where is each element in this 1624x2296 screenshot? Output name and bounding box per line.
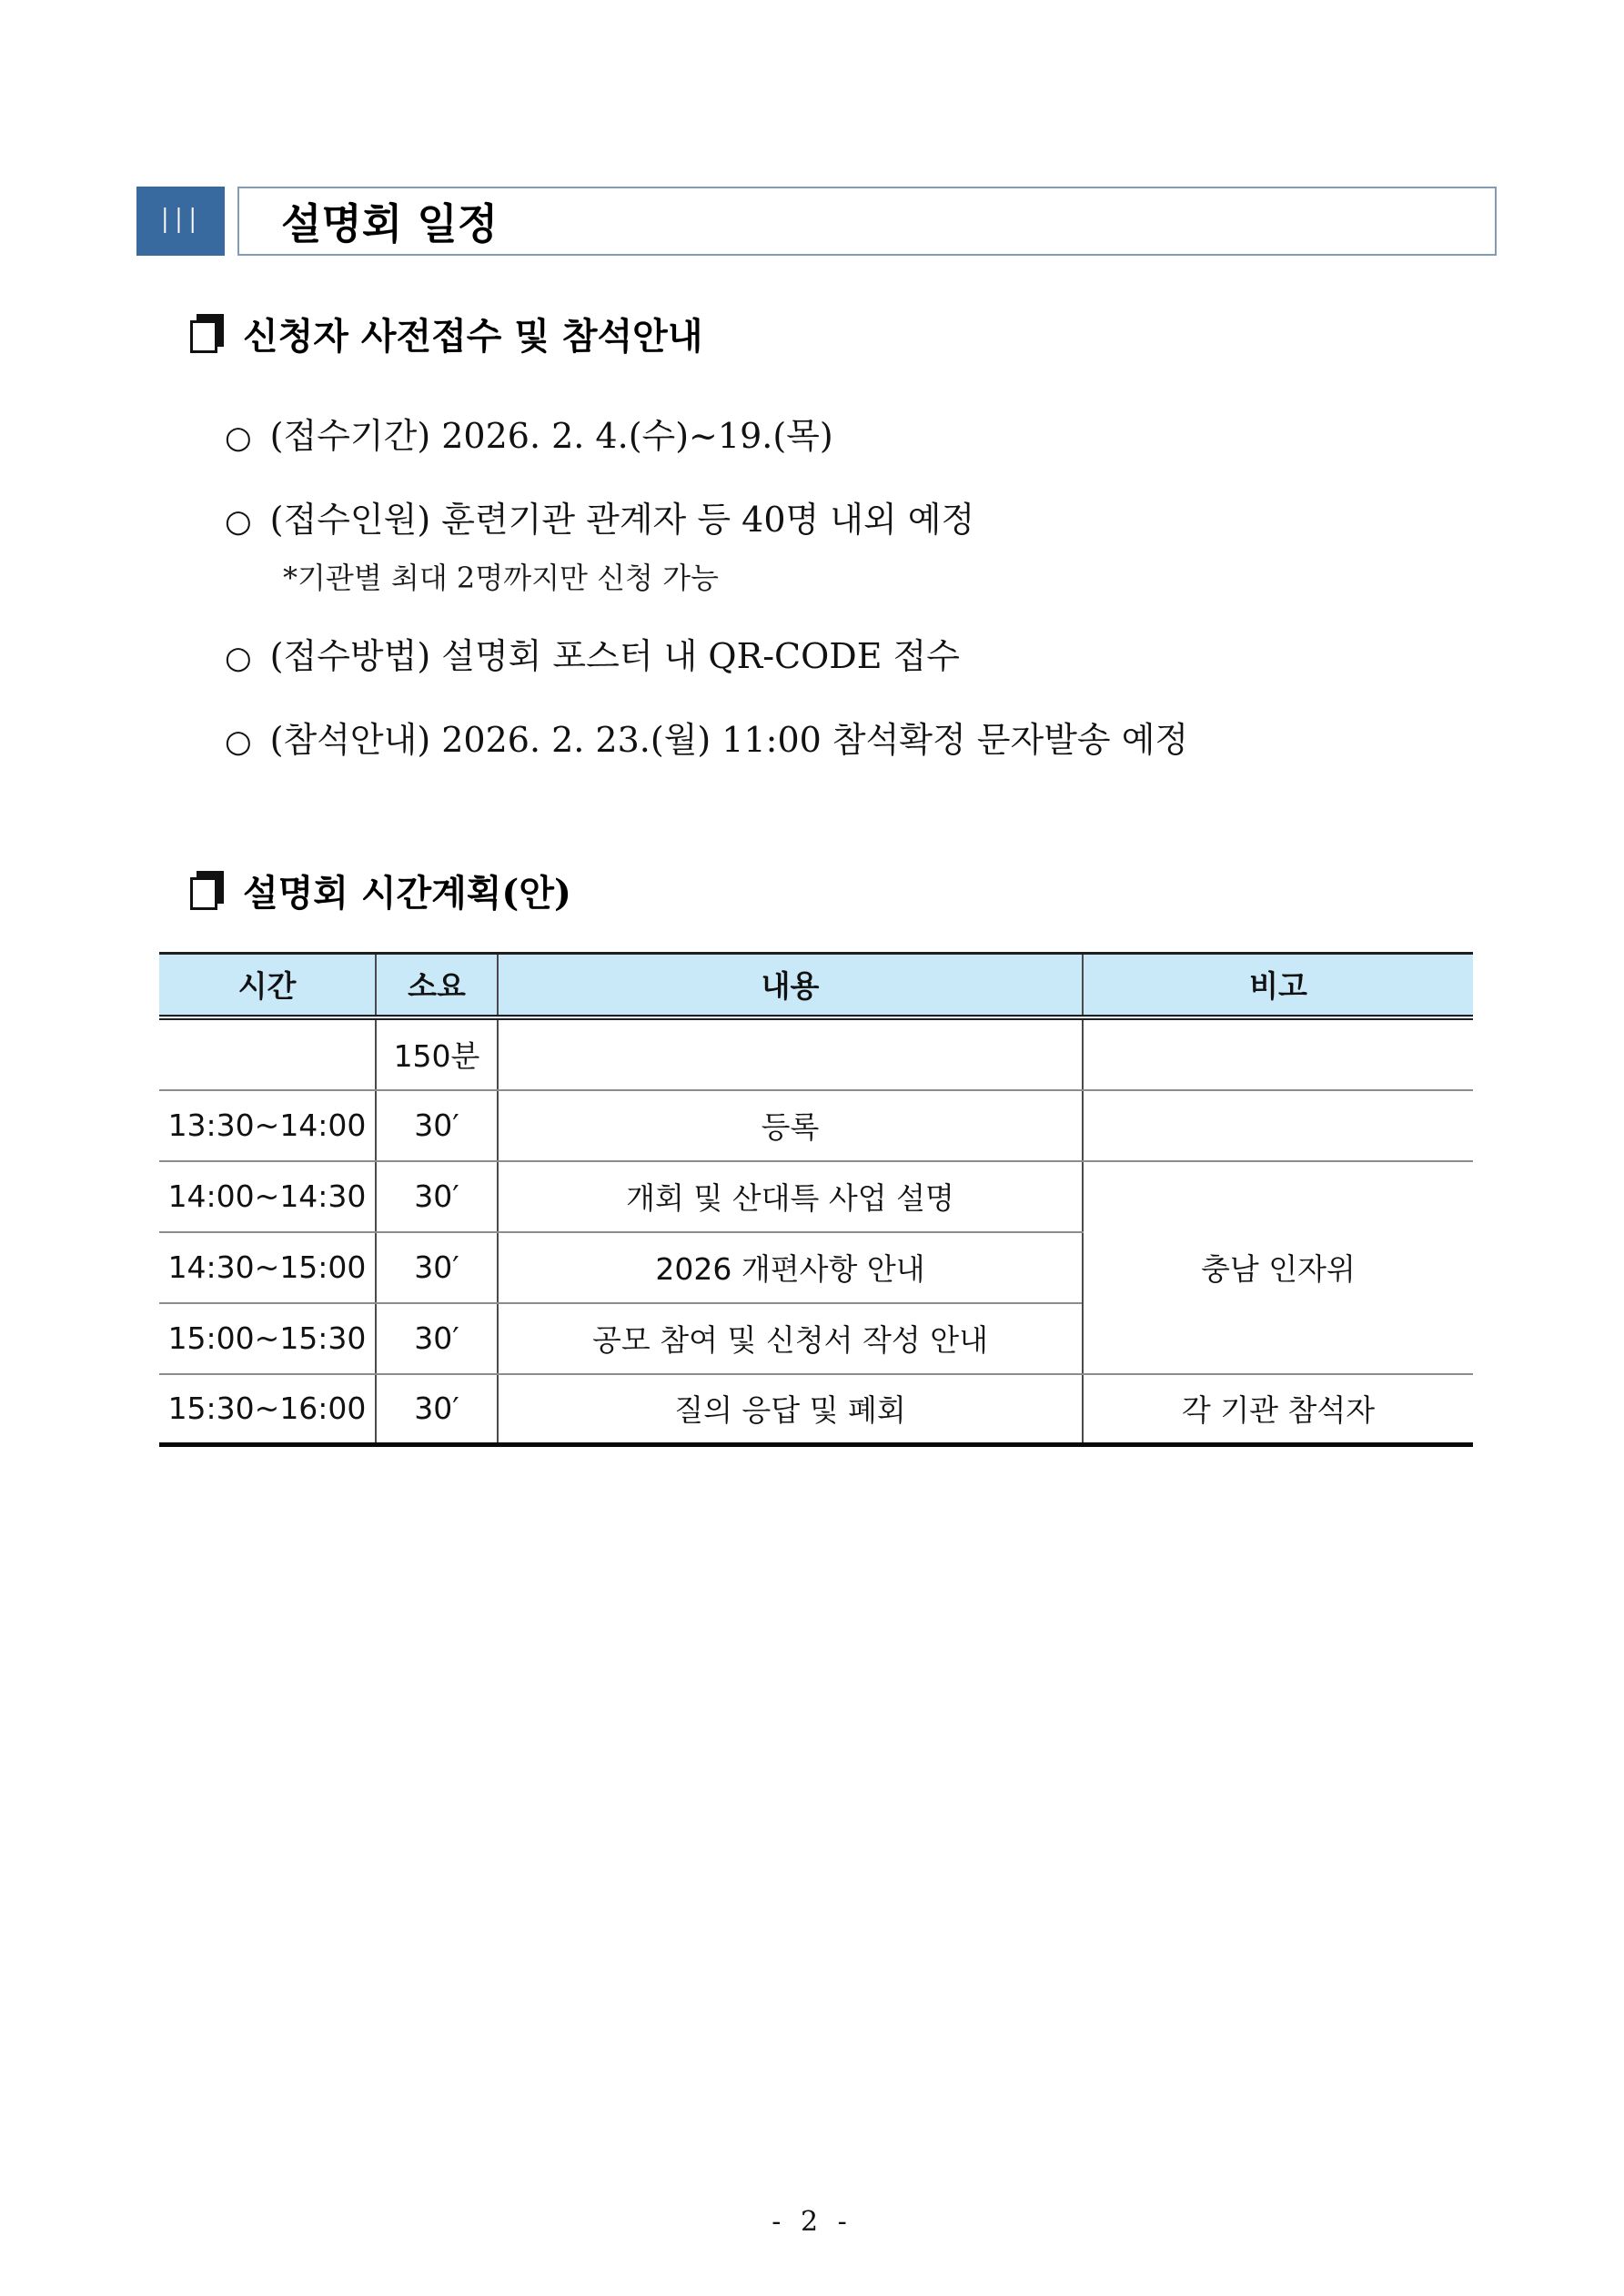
- table-row: [159, 1161, 1473, 1232]
- column-header-time: 시간: [159, 954, 376, 1017]
- cell-time: 14:30~15:00: [159, 1232, 376, 1303]
- cell-duration: 30′: [376, 1161, 498, 1232]
- cell-duration: 30′: [376, 1090, 498, 1161]
- chapter-header: [136, 187, 1497, 256]
- cell-content: 공모 참여 및 신청서 작성 안내: [498, 1303, 1083, 1374]
- table-row: [159, 1090, 1473, 1161]
- table-row: [159, 1017, 1473, 1090]
- cell-duration: 30′: [376, 1303, 498, 1374]
- circle-bullet-marker: ○: [225, 640, 252, 676]
- square-bullet-icon: [190, 877, 217, 910]
- cell-time: [159, 1017, 376, 1090]
- cell-remark: 각 기관 참석자: [1083, 1374, 1473, 1445]
- square-bullet-icon: [190, 320, 217, 353]
- chapter-numeral-badge: [136, 187, 225, 256]
- cell-time: 13:30~14:00: [159, 1090, 376, 1161]
- column-header-duration: 소요: [376, 954, 498, 1017]
- cell-time: 14:00~14:30: [159, 1161, 376, 1232]
- section-heading-text: 신청자 사전접수 및 참석안내: [243, 315, 703, 358]
- bullet-reception-capacity: [225, 491, 974, 541]
- cell-time: 15:00~15:30: [159, 1303, 376, 1374]
- schedule-table: [159, 952, 1473, 1447]
- page-title: 설명회 일정: [281, 199, 499, 248]
- bullet-subnote: *기관별 최대 2명까지만 신청 가능: [283, 561, 719, 595]
- cell-remark: [1083, 1090, 1473, 1161]
- section-heading-timetable: [184, 865, 571, 916]
- bullet-reception-period: [225, 408, 833, 458]
- cell-content: [498, 1017, 1083, 1090]
- cell-time: 15:30~16:00: [159, 1374, 376, 1445]
- table-header-row: [159, 954, 1473, 1017]
- cell-content: 2026 개편사항 안내: [498, 1232, 1083, 1303]
- circle-bullet-marker: ○: [225, 503, 252, 540]
- chapter-numeral: III: [159, 201, 202, 241]
- bullet-reception-method: [225, 628, 960, 678]
- bullet-attendance-notice: [225, 712, 1188, 762]
- column-header-remark: 비고: [1083, 954, 1473, 1017]
- circle-bullet-marker: ○: [225, 723, 252, 760]
- bullet-text: (접수방법) 설명회 포스터 내 QR-CODE 접수: [269, 636, 960, 676]
- section-heading-text: 설명회 시간계획(안): [243, 872, 571, 915]
- cell-content: 질의 응답 및 폐회: [498, 1374, 1083, 1445]
- bullet-text: (참석안내) 2026. 2. 23.(월) 11:00 참석확정 문자발송 예정: [269, 720, 1189, 760]
- cell-content: 등록: [498, 1090, 1083, 1161]
- table-row: [159, 1374, 1473, 1445]
- section-heading-preregistration: [184, 308, 702, 359]
- cell-remark: [1083, 1017, 1473, 1090]
- bullet-text: (접수기간) 2026. 2. 4.(수)~19.(목): [269, 416, 833, 456]
- chapter-title-box: [237, 187, 1497, 256]
- page-number: - 2 -: [772, 2206, 852, 2238]
- column-header-content: 내용: [498, 954, 1083, 1017]
- circle-bullet-marker: ○: [225, 420, 252, 456]
- cell-duration: 150분: [376, 1017, 498, 1090]
- cell-duration: 30′: [376, 1232, 498, 1303]
- cell-remark-merged: 충남 인자위: [1083, 1161, 1473, 1374]
- cell-duration: 30′: [376, 1374, 498, 1445]
- bullet-text: (접수인원) 훈련기관 관계자 등 40명 내외 예정: [269, 500, 975, 540]
- cell-content: 개회 및 산대특 사업 설명: [498, 1161, 1083, 1232]
